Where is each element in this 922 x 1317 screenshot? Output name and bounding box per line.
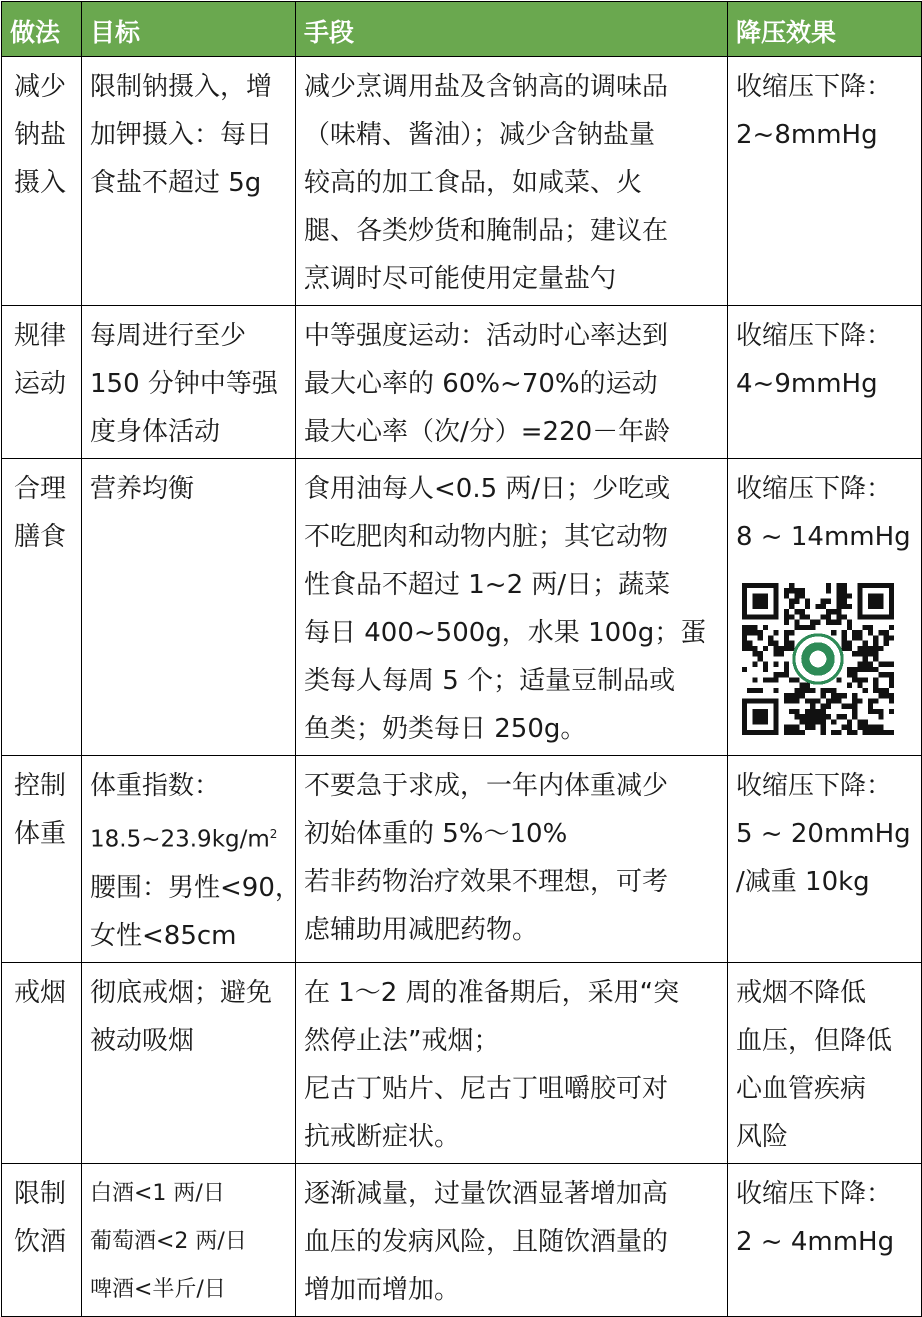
means-text: 最大心率（次/分）=220－年龄 xyxy=(304,417,671,447)
effect-text: 5 ~ 20mmHg xyxy=(736,819,911,849)
goal-bmi-value: 18.5~23.9kg/m xyxy=(90,826,270,853)
goal-text: 彻底戒烟；避免 xyxy=(90,977,273,1008)
goal-bmi-line xyxy=(90,810,289,864)
table-row-limit-alcohol xyxy=(2,1163,922,1316)
effect-cell xyxy=(728,962,922,1163)
method-cell xyxy=(2,459,82,756)
means-text: 若非药物治疗效果不理想，可考 xyxy=(304,867,669,897)
goal-cell xyxy=(82,459,296,756)
means-text: 血压的发病风险，且随饮酒量的 xyxy=(304,1226,669,1257)
effect-text: 收缩压下降： xyxy=(736,771,893,801)
means-text: （味精、酱油）；减少含钠盐量 xyxy=(304,120,656,150)
header-goal: 目标 xyxy=(82,2,296,57)
header-method: 做法 xyxy=(2,2,82,57)
method-text: 戒烟 xyxy=(14,977,67,1008)
goal-text: 度身体活动 xyxy=(90,417,221,447)
qr-code-icon[interactable] xyxy=(742,583,894,735)
method-text: 规律 xyxy=(14,321,67,351)
means-text: 最大心率的 60%~70%的运动 xyxy=(304,369,658,399)
means-text: 鱼类；奶类每日 250g。 xyxy=(304,714,587,744)
table-row-reduce-sodium xyxy=(2,57,922,306)
means-text: 逐渐减量，过量饮酒显著增加高 xyxy=(304,1178,669,1209)
method-cell xyxy=(2,57,82,306)
means-text: 中等强度运动：活动时心率达到 xyxy=(304,321,669,351)
goal-text: 白酒<1 两/日 xyxy=(90,1180,225,1206)
goal-bmi-exponent: 2 xyxy=(269,827,278,841)
table-row-balanced-diet xyxy=(2,459,922,756)
method-text: 饮酒 xyxy=(14,1226,67,1257)
header-effect: 降压效果 xyxy=(728,2,922,57)
effect-text: 收缩压下降： xyxy=(736,1178,893,1209)
table-row-weight-control xyxy=(2,756,922,963)
goal-text: 被动吸烟 xyxy=(90,1025,195,1056)
effect-text: 收缩压下降： xyxy=(736,474,893,504)
goal-text: 每周进行至少 xyxy=(90,321,247,351)
means-text: 不要急于求成，一年内体重减少 xyxy=(304,771,669,801)
goal-text: 150 分钟中等强 xyxy=(90,369,278,399)
method-cell xyxy=(2,306,82,459)
means-text: 虑辅助用减肥药物。 xyxy=(304,915,539,945)
means-text: 然停止法”戒烟； xyxy=(304,1025,500,1056)
method-cell xyxy=(2,962,82,1163)
effect-text: 8 ~ 14mmHg xyxy=(736,522,911,552)
effect-cell xyxy=(728,306,922,459)
means-cell xyxy=(296,756,728,963)
effect-text: /减重 10kg xyxy=(736,867,870,897)
method-text: 控制 xyxy=(14,771,67,801)
method-text: 限制 xyxy=(14,1178,67,1209)
means-cell xyxy=(296,306,728,459)
method-cell xyxy=(2,1163,82,1316)
effect-text: 血压，但降低 xyxy=(736,1025,893,1056)
effect-text: 2 ~ 4mmHg xyxy=(736,1226,895,1257)
effect-cell xyxy=(728,57,922,306)
means-cell xyxy=(296,1163,728,1316)
means-text: 腿、各类炒货和腌制品；建议在 xyxy=(304,216,669,246)
table-row-regular-exercise xyxy=(2,306,922,459)
effect-cell xyxy=(728,1163,922,1316)
means-text: 每日 400~500g，水果 100g；蛋 xyxy=(304,618,707,648)
means-cell xyxy=(296,57,728,306)
effect-text: 2~8mmHg xyxy=(736,120,878,150)
goal-text: 啤酒<半斤/日 xyxy=(90,1276,226,1302)
goal-text: 限制钠摄入，增 xyxy=(90,72,273,102)
goal-text: 腰围：男性<90， xyxy=(90,872,301,903)
method-text: 体重 xyxy=(14,819,67,849)
method-text: 减少 xyxy=(14,72,67,102)
goal-text: 食盐不超过 5g xyxy=(90,168,262,198)
goal-cell xyxy=(82,1163,296,1316)
effect-cell xyxy=(728,459,922,756)
means-cell xyxy=(296,459,728,756)
effect-text: 收缩压下降： xyxy=(736,321,893,351)
goal-cell xyxy=(82,306,296,459)
effect-text: 戒烟不降低 xyxy=(736,977,867,1008)
effect-cell xyxy=(728,756,922,963)
goal-text: 体重指数： xyxy=(90,771,221,801)
effect-text: 心血管疾病 xyxy=(736,1073,867,1104)
means-text: 性食品不超过 1~2 两/日；蔬菜 xyxy=(304,570,671,600)
effect-text: 4~9mmHg xyxy=(736,369,878,399)
goal-cell xyxy=(82,57,296,306)
goal-text: 葡萄酒<2 两/日 xyxy=(90,1228,247,1254)
means-text: 食用油每人<0.5 两/日；少吃或 xyxy=(304,474,671,504)
effect-text: 收缩压下降： xyxy=(736,72,893,102)
means-text: 尼古丁贴片、尼古丁咀嚼胶可对 xyxy=(304,1073,669,1104)
goal-text: 营养均衡 xyxy=(90,474,195,504)
hypertension-lifestyle-table xyxy=(1,1,922,1317)
goal-text: 加钾摄入：每日 xyxy=(90,120,273,150)
means-cell xyxy=(296,962,728,1163)
method-text: 钠盐 xyxy=(14,120,67,150)
table-row-quit-smoking xyxy=(2,962,922,1163)
means-text: 较高的加工食品，如咸菜、火 xyxy=(304,168,643,198)
effect-text: 风险 xyxy=(736,1121,789,1152)
means-text: 类每人每周 5 个；适量豆制品或 xyxy=(304,666,676,696)
goal-cell xyxy=(82,962,296,1163)
means-text: 不吃肥肉和动物内脏；其它动物 xyxy=(304,522,669,552)
means-text: 初始体重的 5%～10% xyxy=(304,819,568,849)
table-header-row xyxy=(2,2,922,57)
means-text: 减少烹调用盐及含钠高的调味品 xyxy=(304,72,669,102)
method-cell xyxy=(2,756,82,963)
header-means: 手段 xyxy=(296,2,728,57)
method-text: 合理 xyxy=(14,474,67,504)
means-text: 在 1～2 周的准备期后，采用“突 xyxy=(304,977,680,1008)
goal-text: 女性<85cm xyxy=(90,920,237,951)
means-text: 增加而增加。 xyxy=(304,1274,461,1305)
method-text: 运动 xyxy=(14,369,67,399)
means-text: 烹调时尽可能使用定量盐勺 xyxy=(304,264,617,294)
means-text: 抗戒断症状。 xyxy=(304,1121,461,1152)
method-text: 摄入 xyxy=(14,168,67,198)
goal-cell xyxy=(82,756,301,963)
method-text: 膳食 xyxy=(14,522,67,552)
